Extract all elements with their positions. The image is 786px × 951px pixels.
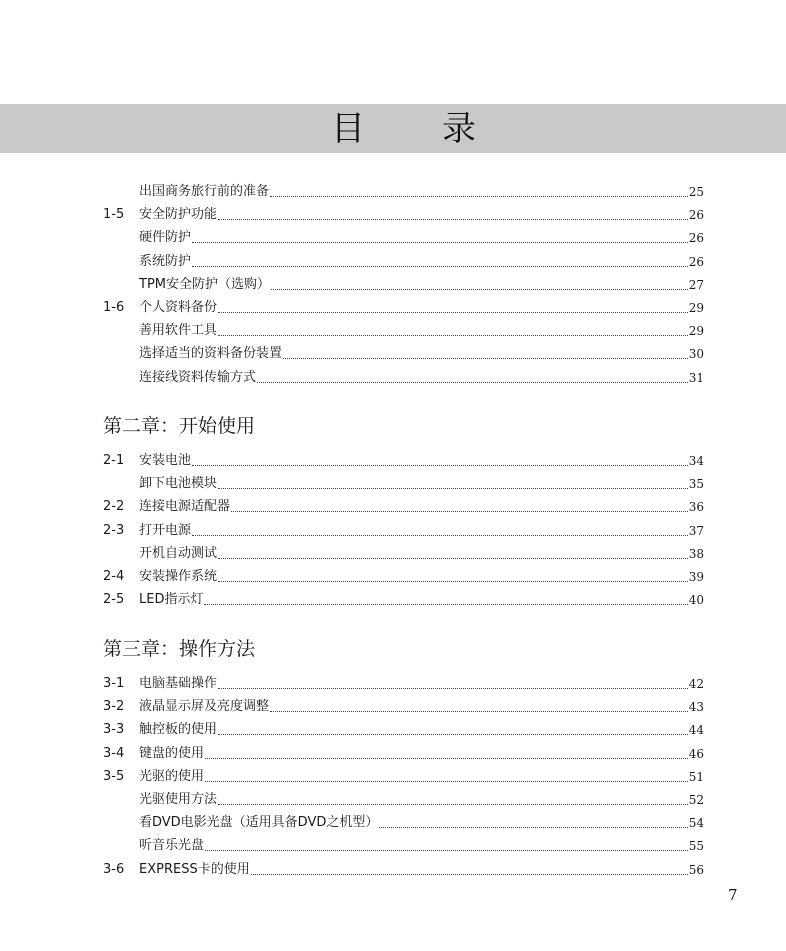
- dot-leader: [218, 688, 688, 689]
- entry-page-number: 39: [688, 570, 704, 584]
- entry-title: 连接线资料传输方式: [139, 369, 257, 385]
- toc-title-char-1: 目: [331, 109, 365, 149]
- toc-entry[interactable]: [103, 344, 704, 362]
- entry-number: 3-3: [103, 722, 125, 738]
- entry-number: 3-5: [103, 768, 125, 784]
- entry-title: 安全防护功能: [139, 207, 218, 223]
- dot-leader: [192, 535, 688, 536]
- entry-page-number: 30: [688, 347, 704, 362]
- entry-title: 善用软件工具: [139, 323, 218, 339]
- entry-page-number: 42: [688, 677, 704, 691]
- entry-number: 1-6: [103, 300, 125, 315]
- entry-page-number: 25: [688, 185, 704, 199]
- entry-page-number: 27: [688, 277, 704, 292]
- dot-leader: [231, 511, 688, 512]
- entry-number: 3-4: [103, 745, 125, 761]
- dot-leader: [192, 266, 688, 267]
- toc-entry[interactable]: [103, 860, 704, 878]
- toc-entry[interactable]: [103, 205, 704, 223]
- entry-page-number: 35: [688, 477, 704, 492]
- chapter-heading: 第二章：开始使用: [103, 415, 256, 437]
- entry-page-number: 55: [688, 839, 704, 854]
- entry-number: 1-5: [103, 207, 125, 223]
- chapter-heading: 第三章：操作方法: [103, 638, 256, 660]
- entry-page-number: 36: [688, 500, 704, 515]
- entry-page-number: 43: [688, 700, 704, 715]
- toc-entry[interactable]: [103, 474, 704, 492]
- entry-title: 光驱使用方法: [139, 792, 218, 807]
- entry-page-number: 38: [688, 546, 704, 561]
- entry-page-number: 44: [688, 723, 704, 738]
- entry-title: 开机自动测试: [139, 545, 218, 561]
- dot-leader: [271, 289, 688, 290]
- dot-leader: [218, 734, 688, 735]
- toc-entry[interactable]: [103, 228, 704, 246]
- entry-title: 键盘的使用: [139, 745, 205, 761]
- entry-title: 个人资料备份: [139, 300, 218, 315]
- entry-number: 2-4: [103, 569, 125, 584]
- toc-entry[interactable]: [103, 275, 704, 293]
- entry-title: 触控板的使用: [139, 722, 218, 738]
- entry-title: 卸下电池模块: [139, 476, 218, 492]
- entry-page-number: 40: [688, 593, 704, 608]
- dot-leader: [218, 488, 688, 489]
- entry-page-number: 34: [688, 454, 704, 468]
- dot-leader: [192, 242, 688, 243]
- entry-page-number: 56: [688, 862, 704, 877]
- dot-leader: [204, 604, 687, 605]
- toc-entry[interactable]: [103, 836, 704, 854]
- dot-leader: [192, 465, 688, 466]
- toc-entry[interactable]: [103, 590, 704, 608]
- entry-title: 电脑基础操作: [139, 676, 218, 691]
- entry-number: 3-2: [103, 699, 125, 715]
- toc-entry[interactable]: [103, 674, 704, 692]
- toc-entry[interactable]: [103, 697, 704, 715]
- entry-title: TPM安全防护（选购）: [139, 276, 270, 292]
- dot-leader: [205, 758, 688, 759]
- dot-leader: [251, 874, 688, 875]
- dot-leader: [283, 358, 688, 359]
- toc-entry[interactable]: [103, 544, 704, 562]
- entry-page-number: 37: [688, 523, 704, 538]
- toc-entry[interactable]: [103, 252, 704, 270]
- entry-page-number: 26: [688, 231, 704, 246]
- toc-entry[interactable]: [103, 521, 704, 539]
- entry-page-number: 51: [688, 769, 704, 784]
- entry-title: EXPRESS卡的使用: [139, 861, 250, 877]
- entry-number: 3-6: [103, 861, 125, 877]
- entry-title: 安装操作系统: [139, 569, 218, 584]
- dot-leader: [205, 850, 688, 851]
- dot-leader: [218, 312, 688, 313]
- entry-title: 液晶显示屏及亮度调整: [139, 699, 270, 715]
- dot-leader: [218, 804, 688, 805]
- dot-leader: [218, 335, 688, 336]
- toc-title-band: [0, 104, 786, 153]
- entry-title: 连接电源适配器: [139, 499, 231, 515]
- toc-entry[interactable]: [103, 744, 704, 762]
- entry-title: 系统防护: [139, 253, 192, 269]
- toc-entry[interactable]: [103, 497, 704, 515]
- entry-page-number: 26: [688, 254, 704, 269]
- entry-number: 2-5: [103, 592, 125, 608]
- entry-number: 2-1: [103, 453, 125, 468]
- dot-leader: [270, 196, 688, 197]
- dot-leader: [257, 382, 688, 383]
- entry-title: 光驱的使用: [139, 768, 205, 784]
- dot-leader: [205, 781, 688, 782]
- entry-page-number: 54: [688, 816, 704, 831]
- page-number: 7: [728, 886, 738, 904]
- entry-page-number: 29: [688, 301, 704, 315]
- dot-leader: [379, 827, 687, 828]
- toc-entry[interactable]: [103, 321, 704, 339]
- toc-entry[interactable]: [103, 767, 704, 785]
- entry-title: LED指示灯: [139, 592, 204, 608]
- entry-page-number: 52: [688, 793, 704, 807]
- entry-number: 2-2: [103, 499, 125, 515]
- entry-title: 看DVD电影光盘（适用具备DVD之机型）: [139, 815, 379, 831]
- entry-number: 2-3: [103, 522, 125, 538]
- entry-title: 安装电池: [139, 453, 192, 468]
- entry-title: 出国商务旅行前的准备: [139, 184, 270, 199]
- toc-title-char-2: 录: [442, 109, 476, 149]
- entry-number: 3-1: [103, 676, 125, 691]
- entry-page-number: 26: [688, 208, 704, 223]
- toc-entry[interactable]: [103, 451, 704, 469]
- dot-leader: [218, 558, 688, 559]
- entry-page-number: 29: [688, 324, 704, 339]
- toc-entry[interactable]: [103, 298, 704, 316]
- dot-leader: [270, 711, 688, 712]
- toc-entry[interactable]: [103, 182, 704, 200]
- entry-title: 硬件防护: [139, 230, 192, 246]
- entry-title: 选择适当的资料备份装置: [139, 346, 283, 362]
- toc-entry[interactable]: [103, 720, 704, 738]
- toc-entry[interactable]: [103, 790, 704, 808]
- entry-page-number: 31: [688, 370, 704, 385]
- toc-entry[interactable]: [103, 813, 704, 831]
- entry-title: 听音乐光盘: [139, 838, 205, 854]
- entry-title: 打开电源: [139, 522, 192, 538]
- dot-leader: [218, 581, 688, 582]
- dot-leader: [218, 219, 688, 220]
- entry-page-number: 46: [688, 746, 704, 761]
- toc-entry[interactable]: [103, 567, 704, 585]
- toc-entry[interactable]: [103, 368, 704, 386]
